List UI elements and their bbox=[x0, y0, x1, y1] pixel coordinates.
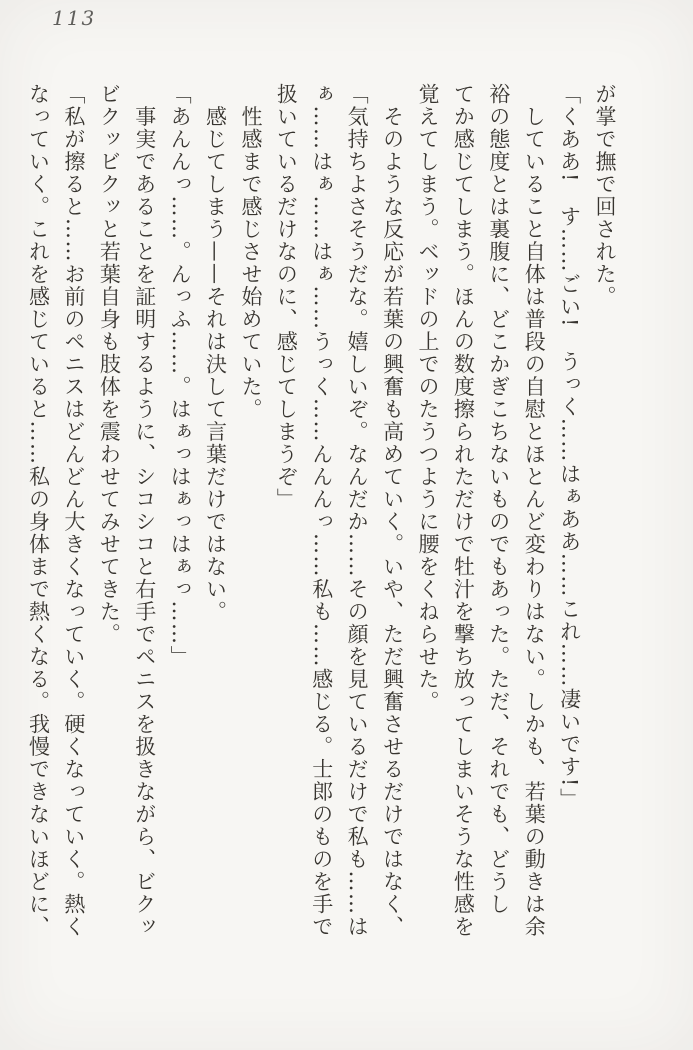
text-column: 「私が擦ると……お前のペニスはどんどん大きくなっていく。硬くなっていく。熱く bbox=[61, 83, 86, 938]
text-column: が掌で撫で回された。 bbox=[593, 83, 617, 308]
text-column: 事実であることを証明するように、シコシコと右手でペニスを扱きながら、ビクッ bbox=[132, 83, 157, 938]
text-column: なっていく。これを感じていると……私の身体まで熱くなる。我慢できないほどに、 bbox=[26, 83, 51, 938]
text-column: てか感じてしまう。ほんの数度擦られただけで牡汁を撃ち放ってしまいそうな性感を bbox=[451, 83, 476, 938]
text-column: ぁ……はぁ……はぁ……うっく……んんんっ……私も……感じる。士郎のものを手で bbox=[309, 83, 334, 938]
text-column: 性感まで感じさせ始めていた。 bbox=[238, 83, 263, 421]
text-column: 「くああ! す……ごい! うっく……はぁああ……これ……凄いです!」 bbox=[557, 83, 582, 811]
text-column: ビクッビクッと若葉自身も肢体を震わせてみせてきた。 bbox=[97, 83, 122, 646]
text-block bbox=[20, 83, 622, 978]
text-column: 扱いているだけなのに、感じてしまうぞ」 bbox=[274, 83, 299, 511]
text-column: していること自体は普段の自慰とほとんど変わりはない。しかも、若葉の動きは余 bbox=[522, 83, 547, 938]
text-column: そのような反応が若葉の興奮も高めていく。いや、ただ興奮させるだけではなく、 bbox=[380, 83, 405, 938]
text-column: 裕の態度とは裏腹に、どこかぎこちないものでもあった。ただ、それでも、どうし bbox=[486, 83, 511, 916]
text-column: 感じてしまう——それは決して言葉だけではない。 bbox=[203, 83, 228, 623]
text-column: 覚えてしまう。ベッドの上でのたうつように腰をくねらせた。 bbox=[415, 83, 440, 713]
page-number: 113 bbox=[52, 6, 97, 30]
text-column: 「気持ちよさそうだな。嬉しいぞ。なんだか……その顔を見ているだけで私も……は bbox=[345, 83, 370, 938]
text-column: 「あんんっ……。んっふ……。はぁっはぁっはぁっ……」 bbox=[168, 83, 193, 668]
